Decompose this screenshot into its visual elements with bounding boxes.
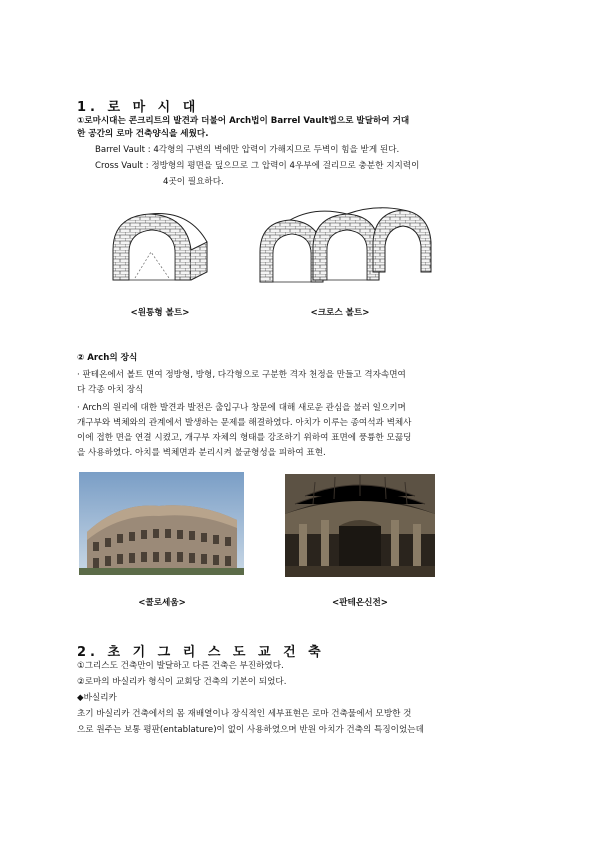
arch-line6: 을 사용하였다. 아치를 벽체면과 분리시켜 불균형성을 피하여 표현. [77,448,326,458]
cross-vault-illustration [255,202,435,290]
barrel-vault-line: Barrel Vault : 4각형의 구변의 벽에만 압력이 가해지므로 두벽이 힘을 받게 된다. [95,145,400,155]
section2-line5: 으로 원주는 보통 평판(entablature)이 없이 사용하였으며 반원 아치가 건축의 특징이었는데 [77,725,424,735]
arch-line2: 다 각종 아치 장식 [77,385,144,395]
section2-line3: ◆바실리카 [77,693,117,703]
barrel-vault-illustration [105,208,215,283]
section2-line4: 초기 바실리카 건축에서의 몸 재배열이나 장식적인 세부표현은 로마 건축물에서 모방한 것 [77,709,412,719]
section2-title: 2. 초 기 그 리 스 도 교 건 축 [77,645,325,660]
section1-intro-line2: 한 공간의 로마 건축양식을 세웠다. [77,129,209,139]
section1-intro-line1: ①로마시대는 콘크리트의 발견과 더불어 Arch법이 Barrel Vault법으로 발달하여 거대 [77,116,410,126]
cross-vault-line2: 4곳이 필요하다. [163,177,224,187]
arch-title: ② Arch의 장식 [77,353,138,363]
arch-line1: · 판테온에서 볼트 면여 정방형, 방형, 다각형으로 구분한 격자 천정을 만들고 격자속면여 [77,370,406,380]
arch-line4: 개구부와 벽체와의 관계에서 발생하는 문제를 해결하였다. 아치가 이루는 종여석과 벽체사 [77,418,412,428]
arch-line5: 이에 접한 면을 연결 시켰고, 개구부 자체의 형태를 강조하기 위하여 표면에 풍륭한 모끓딩 [77,433,412,443]
section2-line1: ①그리스도 건축만이 발달하고 다른 건축은 부진하였다. [77,661,284,671]
caption-barrel-vault: <원통형 볼트> [130,308,190,318]
section2-line2: ②로마의 바실리카 형식이 교회당 건축의 기본이 되었다. [77,677,287,687]
section1-title: 1. 로 마 시 대 [77,100,200,115]
cross-vault-line1: Cross Vault : 정방형의 평면을 덮으므로 그 압력이 4우부에 걸리므로 충분한 지지력이 [95,161,420,171]
caption-colosseum: <콜로세움> [138,598,186,608]
pantheon-photo [285,474,435,577]
colosseum-photo [79,472,244,575]
caption-cross-vault: <크로스 볼트> [310,308,370,318]
arch-line3: · Arch의 원리에 대한 발견과 발전은 출입구나 창문에 대해 새로운 관심을 불러 일으키며 [77,403,406,413]
caption-pantheon: <판테온신전> [332,598,388,608]
